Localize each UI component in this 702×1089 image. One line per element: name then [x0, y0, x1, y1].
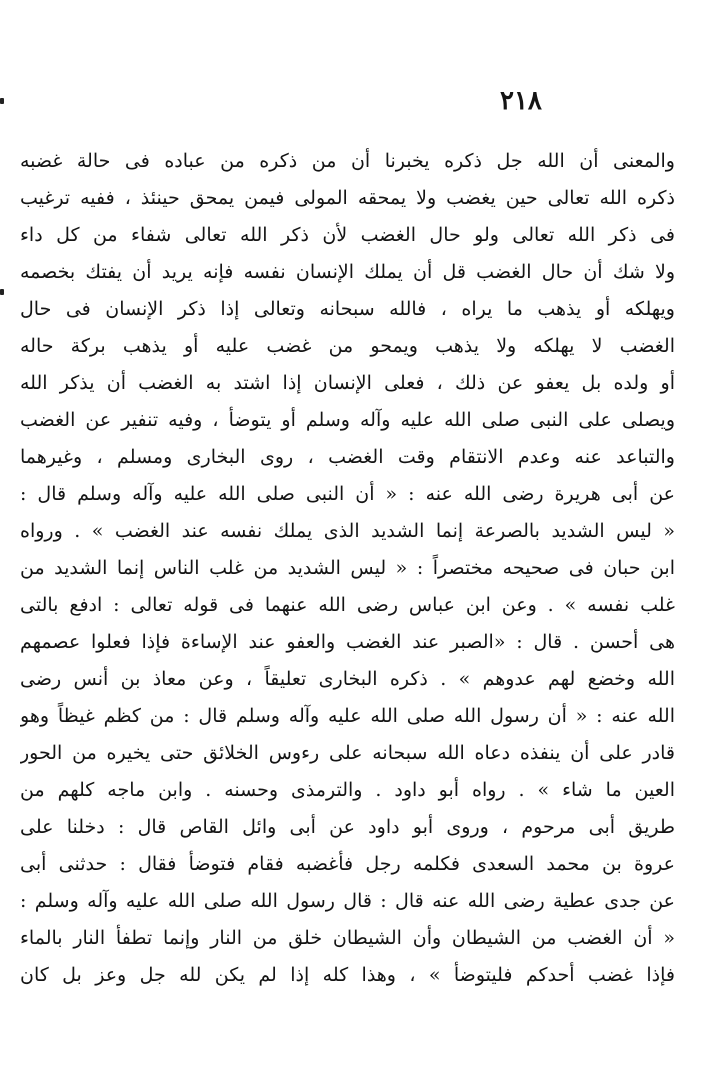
- margin-mark: [0, 289, 4, 295]
- text-line: فإذا غضب أحدكم فليتوضأ » ، وهذا كله إذا لم يكن لله جل وعز بل كان: [20, 964, 675, 986]
- text-line: فى ذكر الله تعالى ولو حال الغضب لأن ذكر الله تعالى شفاء من كل داء: [20, 224, 675, 246]
- text-line: ويصلى على النبى صلى الله عليه وآله وسلم أو يتوضأ ، وفيه تنفير عن الغضب: [20, 409, 675, 431]
- text-line: ولا شك أن حال الغضب قل أن يملك الإنسان نفسه فإنه يريد أن يفتك بخصمه: [20, 261, 675, 283]
- text-line: « ليس الشديد بالصرعة إنما الشديد الذى يملك نفسه عند الغضب » . ورواه: [20, 520, 675, 542]
- page-number: ٢١٨: [500, 86, 542, 116]
- text-line: هى أحسن . قال : «الصبر عند الغضب والعفو عند الإساءة فإذا فعلوا عصمهم: [20, 631, 675, 653]
- text-line: والمعنى أن الله جل ذكره يخبرنا أن من ذكره من عباده فى حالة غضبه: [20, 150, 675, 172]
- text-line: عن أبى هريرة رضى الله عنه : « أن النبى صلى الله عليه وآله وسلم قال :: [20, 483, 675, 505]
- text-line: قادر على أن ينفذه دعاه الله سبحانه على رءوس الخلائق حتى يخيره من الحور: [20, 742, 675, 764]
- text-line: الله عنه : « أن رسول الله صلى الله عليه وآله وسلم قال : من كظم غيظاً وهو: [20, 705, 675, 727]
- text-line: « أن الغضب من الشيطان وأن الشيطان خلق من النار وإنما تطفأ النار بالماء: [20, 927, 675, 949]
- text-line: الله وخضع لهم عدوهم » . ذكره البخارى تعليقاً ، وعن معاذ بن أنس رضى: [20, 668, 675, 690]
- text-line: ويهلكه أو يذهب ما يراه ، فالله سبحانه وتعالى إذا ذكر الإنسان فى حال: [20, 298, 675, 320]
- text-line: طريق أبى مرحوم ، وروى أبو داود عن أبى وائل القاص قال : دخلنا على: [20, 816, 675, 838]
- text-line: العين ما شاء » . رواه أبو داود . والترمذى وحسنه . وابن ماجه كلهم من: [20, 779, 675, 801]
- text-line: ذكره الله تعالى حين يغضب ولا يمحقه المولى فيمن يمحق حينئذ ، ففيه ترغيب: [20, 187, 675, 209]
- text-line: عروة بن محمد السعدى فكلمه رجل فأغضبه فقام فتوضأ فقال : حدثنى أبى: [20, 853, 675, 875]
- text-line: الغضب لا يهلكه ولا يذهب ويمحو من غضب عليه أو يذهب بركة حاله: [20, 335, 675, 357]
- text-line: والتباعد عنه وعدم الانتقام وقت الغضب ، روى البخارى ومسلم ، وغيرهما: [20, 446, 675, 468]
- body-text: [20, 146, 675, 986]
- text-line: ابن حبان فى صحيحه مختصراً : « ليس الشديد من غلب الناس إنما الشديد من: [20, 557, 675, 579]
- margin-mark: [0, 98, 4, 104]
- text-line: أو ولده بل يعفو عن ذلك ، فعلى الإنسان إذا اشتد به الغضب أن يذكر الله: [20, 372, 675, 394]
- text-line: غلب نفسه » . وعن ابن عباس رضى الله عنهما فى قوله تعالى : ادفع بالتى: [20, 594, 675, 616]
- text-line: عن جدى عطية رضى الله عنه قال : قال رسول الله صلى الله عليه وآله وسلم :: [20, 890, 675, 912]
